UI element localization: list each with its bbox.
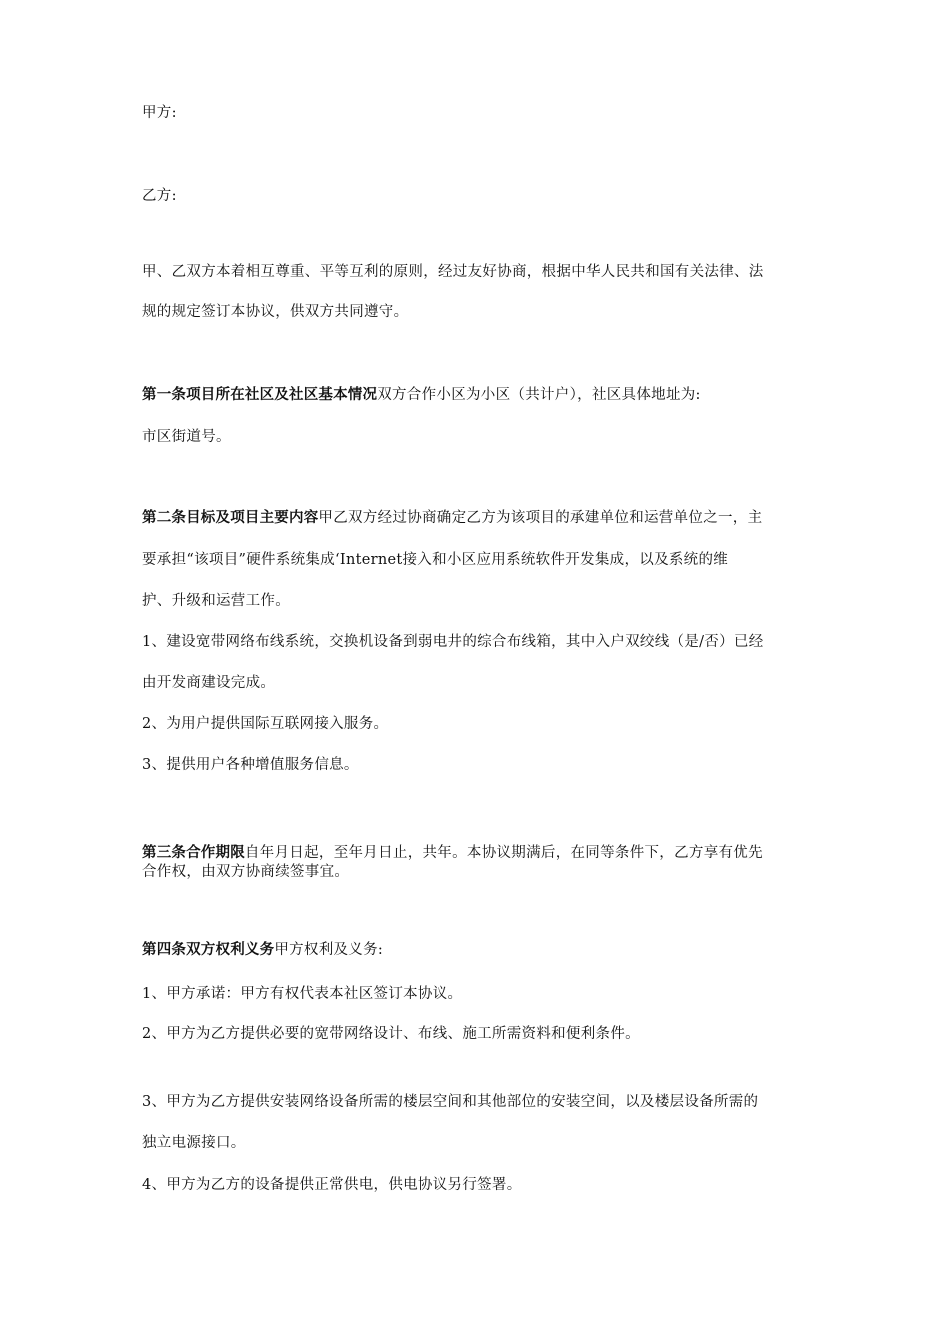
article-2-item-2: 2、为用户提供国际互联网接入服务。 [142,716,389,732]
article-3-line-1 [142,843,763,863]
article-2-item-1-line-1: 1、建设宽带网络布线系统，交换机设备到弱电井的综合布线箱，其中入户双绞线（是/否）已经 [142,634,764,650]
article-4-item-3-line-1: 3、甲方为乙方提供安装网络设备所需的楼层空间和其他部位的安装空间，以及楼层设备所需的 [142,1094,759,1110]
preamble-line-2: 规的规定签订本协议，供双方共同遵守。 [142,304,409,320]
article-4-item-2: 2、甲方为乙方提供必要的宽带网络设计、布线、施工所需资料和便利条件。 [142,1026,640,1042]
article-4-line-1 [142,940,383,960]
article-2-heading: 第二条目标及项目主要内容 [142,510,319,526]
article-2-text: 甲乙双方经过协商确定乙方为该项目的承建单位和运营单位之一，主 [318,510,763,526]
article-1-text: 双方合作小区为小区（共计户），社区具体地址为: [377,387,701,403]
article-1-line-2: 市区街道号。 [142,429,231,445]
article-2-line-2: 要承担“该项目”硬件系统集成‘Internet接入和小区应用系统软件开发集成，以及系统的维 [142,552,729,568]
article-4-item-3-line-2: 独立电源接口。 [142,1135,246,1151]
article-1-heading: 第一条项目所在社区及社区基本情况 [142,387,378,403]
article-2-item-3: 3、提供用户各种增值服务信息。 [142,757,359,773]
article-1-line-1 [142,385,701,405]
party-a-label: 甲方: [142,105,177,121]
article-4-item-4: 4、甲方为乙方的设备提供正常供电，供电协议另行签署。 [142,1177,522,1193]
article-2-line-3: 护、升级和运营工作。 [142,593,290,609]
preamble-line-1: 甲、乙双方本着相互尊重、平等互利的原则，经过友好协商，根据中华人民共和国有关法律、法 [142,264,764,280]
article-3-text: 自年月日起，至年月日止，共年。本协议期满后，在同等条件下，乙方享有优先 [244,845,763,861]
party-b-label: 乙方: [142,188,177,204]
article-2-item-1-line-2: 由开发商建设完成。 [142,675,276,691]
article-4-text: 甲方权利及义务: [274,942,384,958]
article-2-line-1 [142,508,762,528]
article-4-item-1: 1、甲方承诺：甲方有权代表本社区签订本协议。 [142,986,463,1002]
article-3-line-2: 合作权，由双方协商续签事宜。 [142,864,350,880]
article-3-heading: 第三条合作期限 [142,845,245,861]
article-4-heading: 第四条双方权利义务 [142,942,275,958]
